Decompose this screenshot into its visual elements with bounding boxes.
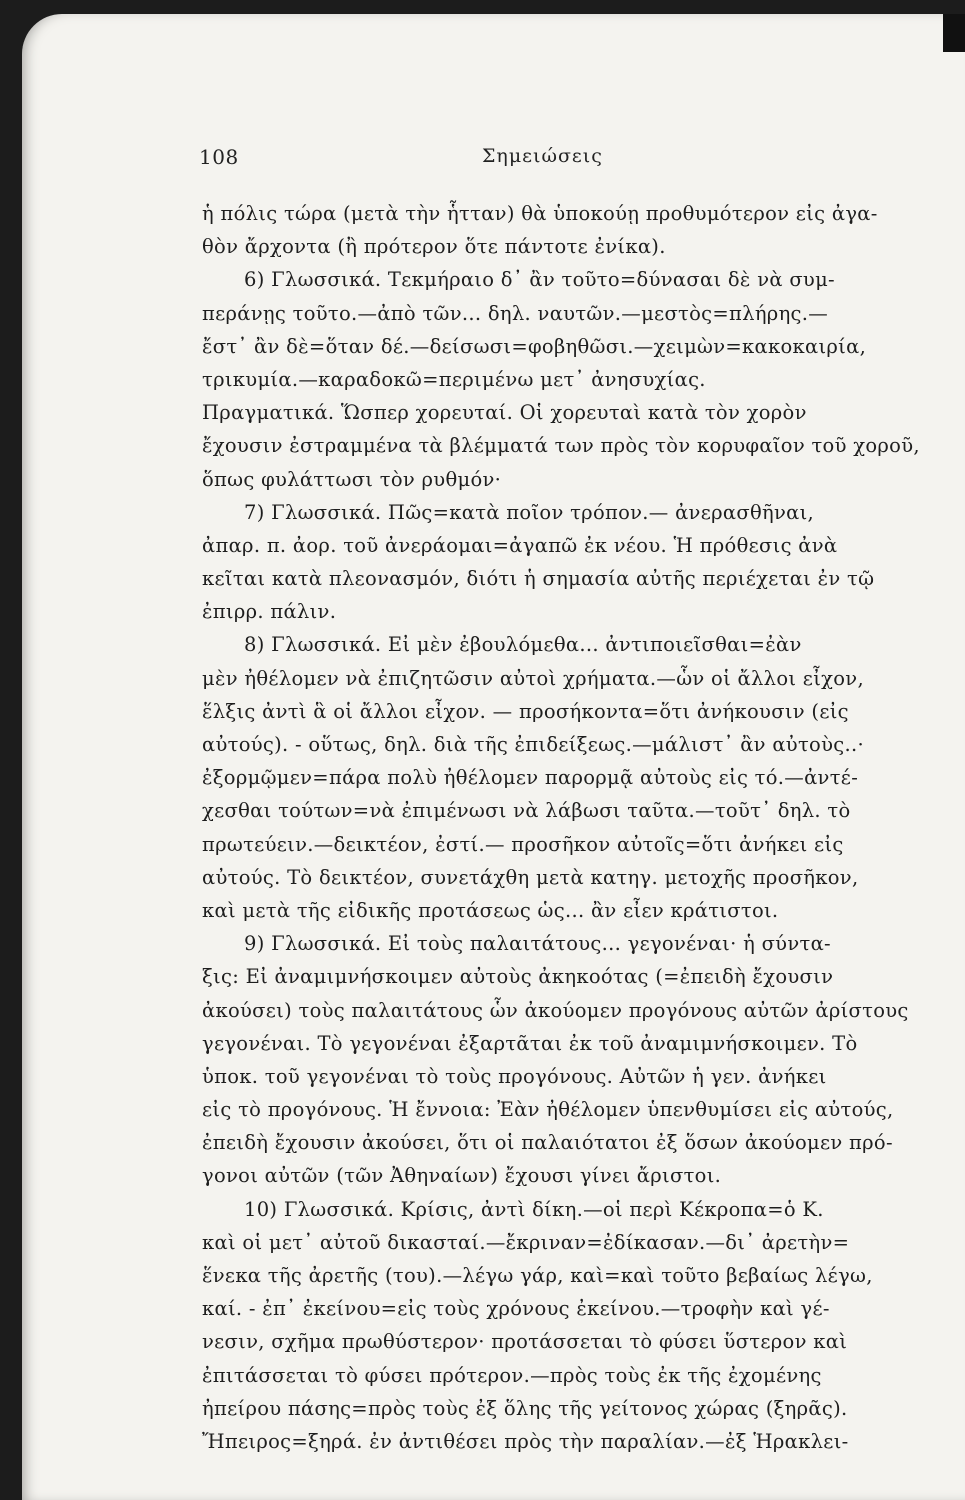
text-line: 9) Γλωσσικά. Εἰ τοὺς παλαιτάτους... γεγονέναι· ἡ σύντα- (244, 932, 831, 956)
text-line: αὐτούς). - οὕτως, δηλ. διὰ τῆς ἐπιδείξεως.—μάλιστ᾽ ἂν αὐτοὺς..· (202, 733, 864, 756)
scan-edge (943, 14, 965, 52)
text-line: ἀκούσει) τοὺς παλαιτάτους ὧν ἀκούομεν προγόνους αὐτῶν ἀρίστους (202, 998, 909, 1022)
text-line: αὐτούς. Τὸ δεικτέον, συνετάχθη μετὰ κατηγ. μετοχῆς προσῆκον, (202, 865, 859, 889)
text-line: ξις: Εἰ ἀναμιμνήσκοιμεν αὐτοὺς ἀκηκοότας (=ἐπειδὴ ἔχουσιν (202, 965, 834, 989)
text-line: γονοι αὐτῶν (τῶν Ἀθηναίων) ἔχουσι γίνει ἄριστοι. (202, 1164, 722, 1188)
text-line: καὶ μετὰ τῆς εἰδικῆς προτάσεως ὡς... ἂν εἶεν κράτιστοι. (202, 898, 779, 922)
text-line: ἕλξις ἀντὶ ἃ οἱ ἄλλοι εἶχον. — προσήκοντα=ὅτι ἀνήκουσιν (εἰς (202, 699, 849, 723)
text-line: τρικυμία.—καραδοκῶ=περιμένω μετ᾽ ἀνησυχίας. (202, 367, 706, 391)
text-line: Ἤπειρος=ξηρά. ἐν ἀντιθέσει πρὸς τὴν παραλίαν.—ἐξ Ἡρακλει- (202, 1429, 849, 1453)
text-line: ἐπειδὴ ἔχουσιν ἀκούσει, ὅτι οἱ παλαιότατοι ἐξ ὅσων ἀκούομεν πρό- (202, 1131, 893, 1155)
text-line: κεῖται κατὰ πλεονασμόν, διότι ἡ σημασία αὐτῆς περιέχεται ἐν τῷ (202, 567, 875, 591)
body-text (202, 197, 924, 1458)
text-line: ἀπαρ. π. ἀορ. τοῦ ἀνεράομαι=ἀγαπῶ ἐκ νέου. Ἡ πρόθεσις ἀνὰ (202, 533, 838, 557)
text-line: ἐξορμῷμεν=πάρα πολὺ ἠθέλομεν παρορμᾷ αὐτοὺς εἰς τό.—ἀντέ- (202, 766, 859, 790)
text-line: 7) Γλωσσικά. Πῶς=κατὰ ποῖον τρόπον.— ἀνερασθῆναι, (244, 500, 815, 524)
text-line: ἕνεκα τῆς ἀρετῆς (του).—λέγω γάρ, καὶ=καὶ τοῦτο βεβαίως λέγω, (202, 1264, 873, 1287)
text-line: ἔστ᾽ ἂν δὲ=ὅταν δέ.—δείσωσι=φοβηθῶσι.—χειμὼν=κακοκαιρία, (202, 334, 867, 358)
text-line: μὲν ἠθέλομεν νὰ ἐπιζητῶσιν αὐτοὶ χρήματα.—ὧν οἱ ἄλλοι εἶχον, (202, 666, 864, 690)
text-line: νεσιν, σχῆμα πρωθύστερον· προτάσσεται τὸ φύσει ὕστερον καὶ (202, 1330, 848, 1354)
text-line: χεσθαι τούτων=νὰ ἐπιμένωσι νὰ λάβωσι ταῦτα.—τοῦτ᾽ δηλ. τὸ (202, 799, 851, 823)
text-line: ὑποκ. τοῦ γεγονέναι τὸ τοὺς προγόνους. Αὐτῶν ἡ γεν. ἀνήκει (202, 1064, 827, 1088)
page-title: Σημειώσεις (482, 145, 603, 167)
text-line: ὅπως φυλάττωσι τὸν ρυθμόν· (202, 467, 502, 491)
text-line: θὸν ἄρχοντα (ἢ πρότερον ὅτε πάντοτε ἐνίκα). (202, 235, 666, 259)
text-line: γεγονέναι. Τὸ γεγονέναι ἐξαρτᾶται ἐκ τοῦ ἀναμιμνήσκοιμεν. Τὸ (202, 1031, 858, 1055)
text-line: καὶ οἱ μετ᾽ αὐτοῦ δικασταί.—ἔκριναν=ἐδίκασαν.—δι᾽ ἀρετὴν= (202, 1230, 850, 1254)
text-line: ἔχουσιν ἐστραμμένα τὰ βλέμματά των πρὸς τὸν κορυφαῖον τοῦ χοροῦ, (202, 434, 920, 458)
text-line: Πραγματικά. Ὥσπερ χορευταί. Οἱ χορευταὶ κατὰ τὸν χορὸν (202, 401, 807, 425)
text-line: ἡ πόλις τώρα (μετὰ τὴν ἧτταν) θὰ ὑποκούῃ προθυμότερον εἰς ἀγα- (202, 202, 878, 225)
text-line: ἐπιρρ. πάλιν. (202, 600, 337, 624)
text-line: πρωτεύειν.—δεικτέον, ἐστί.— προσῆκον αὐτοῖς=ὅτι ἀνήκει εἰς (202, 832, 844, 856)
text-line: 8) Γλωσσικά. Εἰ μὲν ἐβουλόμεθα... ἀντιποιεῖσθαι=ἐὰν (244, 633, 802, 657)
text-line: περάνῃς τοῦτο.—ἀπὸ τῶν... δηλ. ναυτῶν.—μεστὸς=πλήρης.— (202, 301, 829, 325)
text-line: 6) Γλωσσικά. Τεκμήραιο δ᾽ ἂν τοῦτο=δύνασαι δὲ νὰ συμ- (244, 268, 835, 292)
text-line: καί. - ἐπ᾽ ἐκείνου=εἰς τοὺς χρόνους ἐκείνου.—τροφὴν καὶ γέ- (202, 1297, 830, 1321)
text-line: ἠπείρου πάσης=πρὸς τοὺς ἐξ ὅλης τῆς γείτονος χώρας (ξηρᾶς). (202, 1396, 848, 1420)
page-number: 108 (199, 145, 239, 169)
text-line: 10) Γλωσσικά. Κρίσις, ἀντὶ δίκη.—οἱ περὶ Κέκροπα=ὁ Κ. (244, 1197, 824, 1221)
text-line: ἐπιτάσσεται τὸ φύσει πρότερον.—πρὸς τοὺς ἐκ τῆς ἐχομένης (202, 1363, 822, 1387)
book-page (22, 14, 965, 1500)
text-line: εἰς τὸ προγόνους. Ἡ ἔννοια: Ἐὰν ἠθέλομεν ὑπενθυμίσει εἰς αὐτούς, (202, 1098, 894, 1122)
